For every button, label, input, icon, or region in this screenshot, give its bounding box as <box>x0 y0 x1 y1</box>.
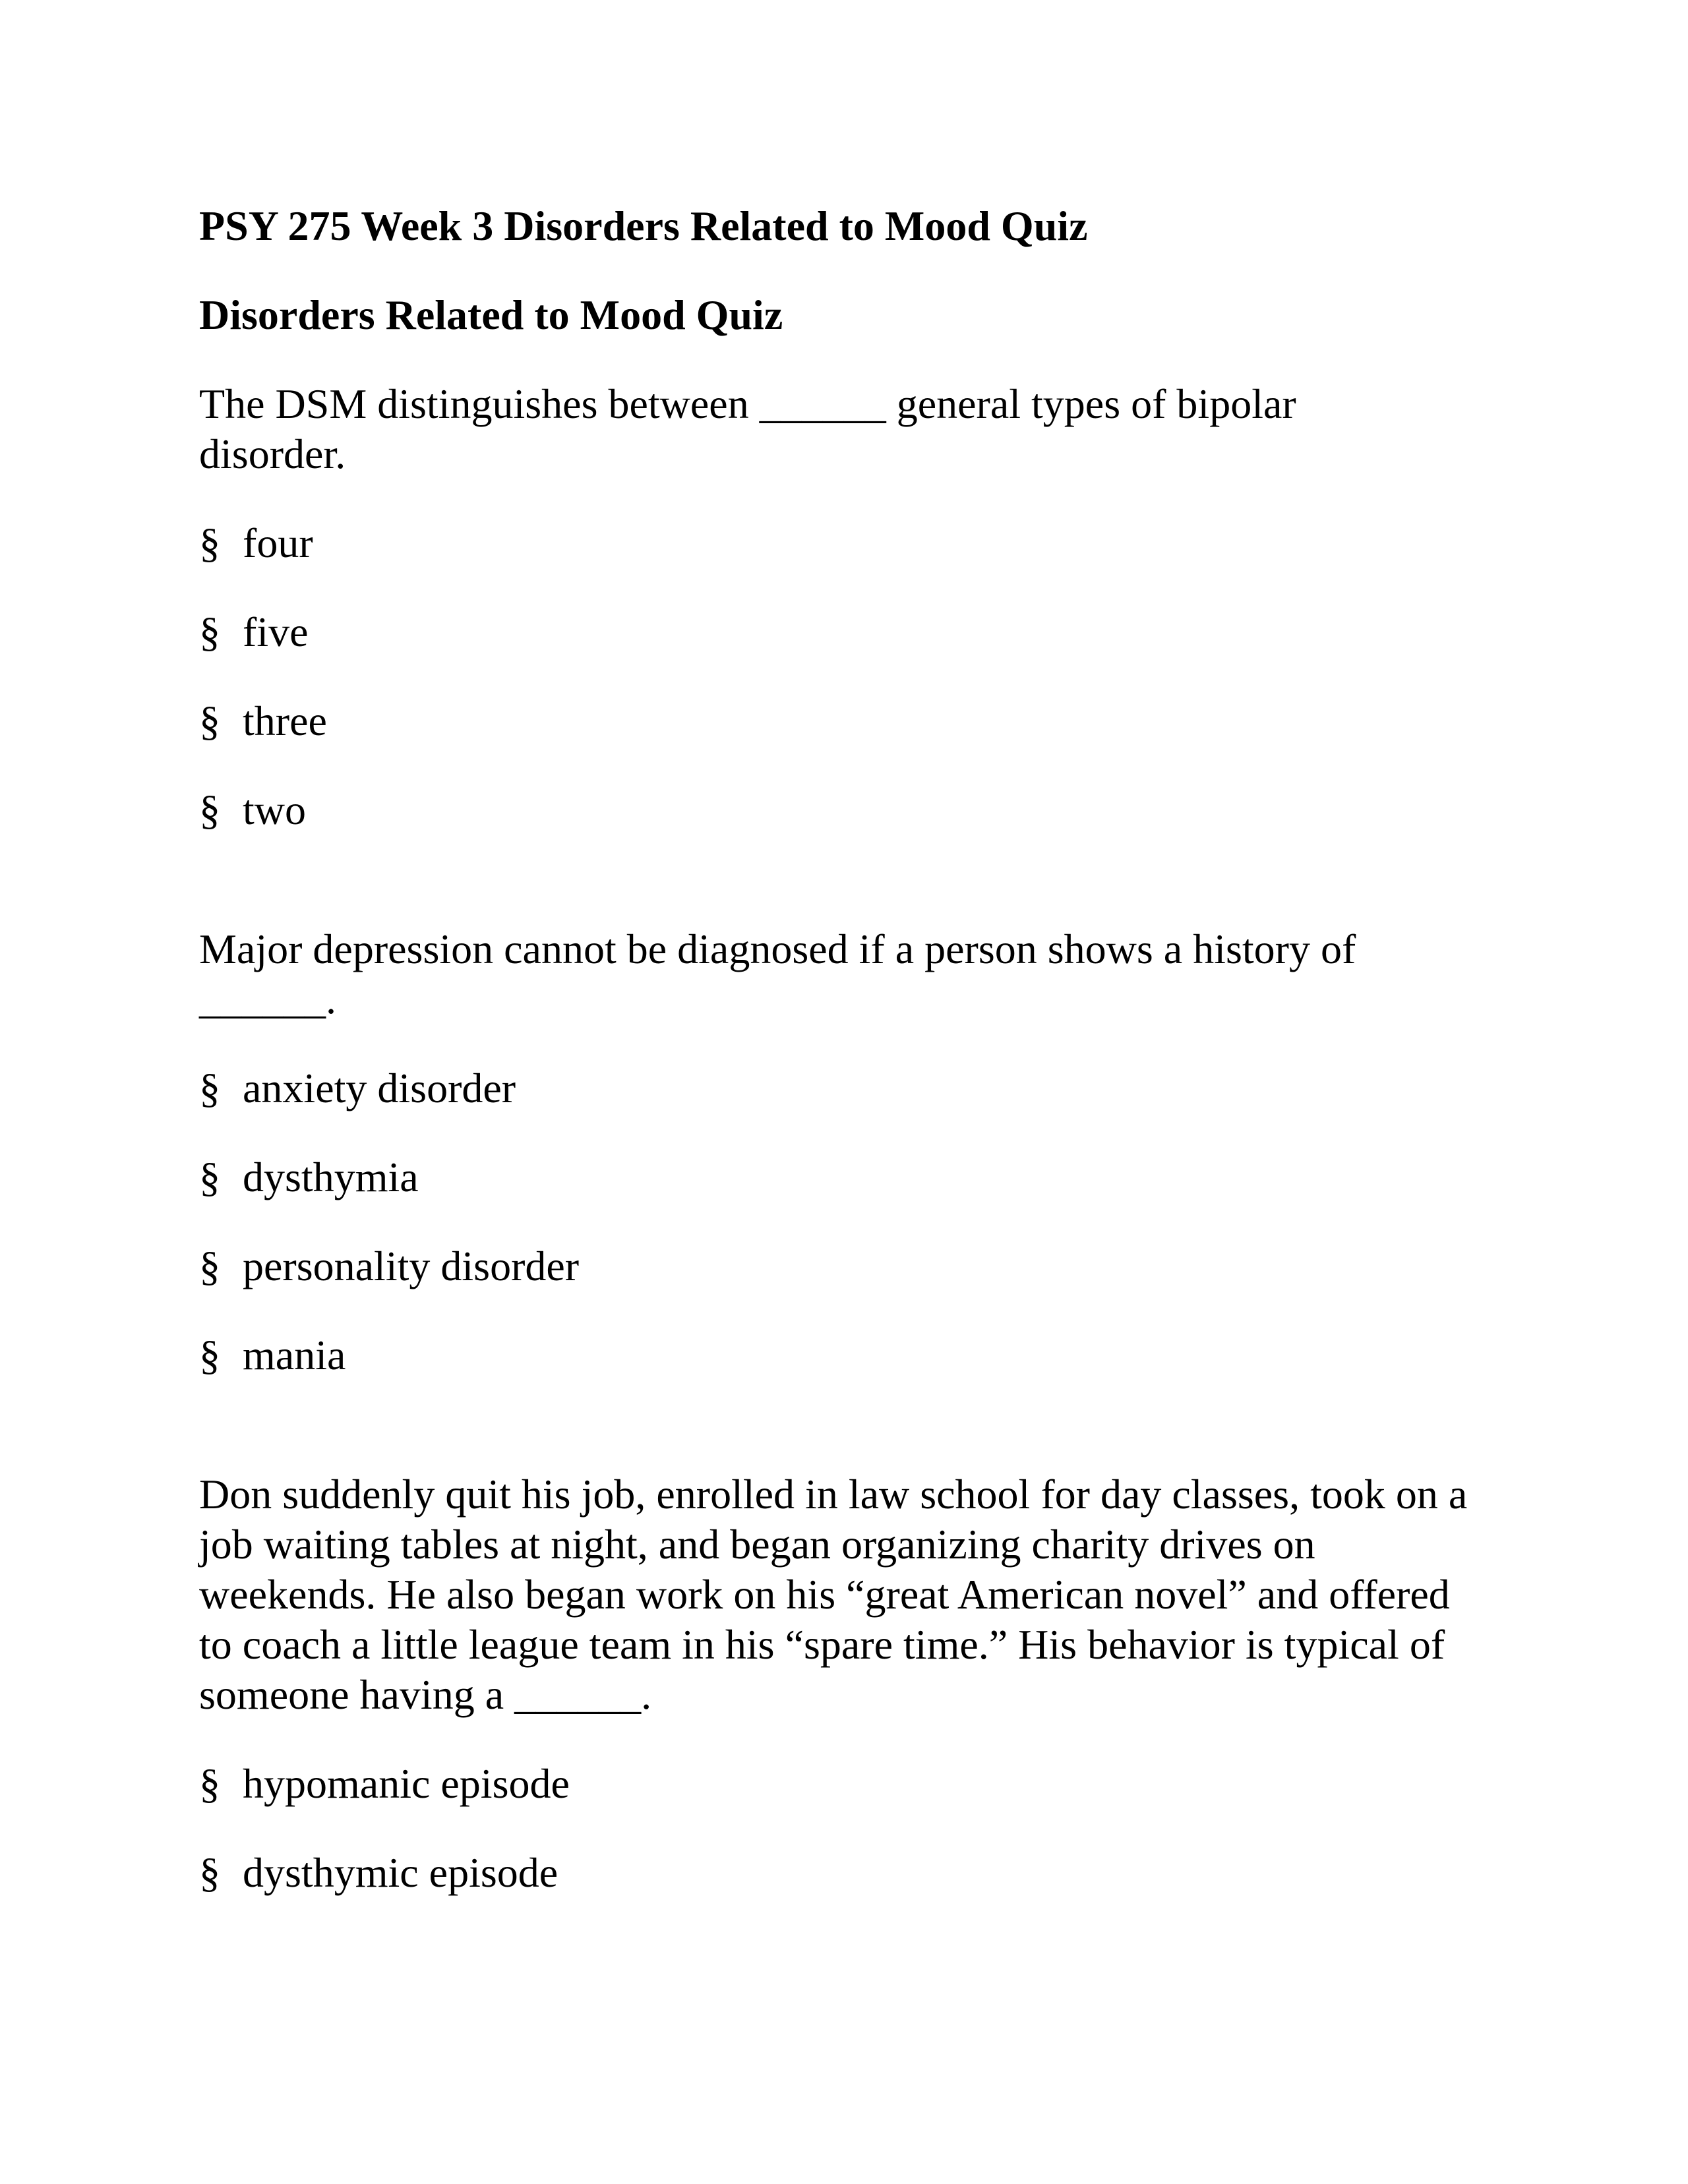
section-sign-bullet: § <box>199 1849 220 1896</box>
section-sign-bullet: § <box>199 1154 220 1200</box>
answer-option-label: hypomanic episode <box>243 1760 570 1807</box>
section-sign-bullet: § <box>199 519 220 566</box>
answer-option[interactable] <box>199 785 1518 835</box>
answer-option[interactable] <box>199 1152 1518 1202</box>
document-content <box>199 201 1518 1898</box>
answer-option[interactable] <box>199 1848 1518 1898</box>
answer-option[interactable] <box>199 1759 1518 1809</box>
answer-option[interactable] <box>199 1330 1518 1380</box>
answer-option[interactable] <box>199 1241 1518 1291</box>
answer-option-label: four <box>243 519 313 566</box>
document-title: PSY 275 Week 3 Disorders Related to Mood Quiz <box>199 202 1088 249</box>
document-subtitle: Disorders Related to Mood Quiz <box>199 291 783 338</box>
answer-option-label: anxiety disorder <box>243 1065 516 1111</box>
section-sign-bullet: § <box>199 697 220 744</box>
answer-option-label: three <box>243 697 327 744</box>
section-sign-bullet: § <box>199 786 220 833</box>
section-sign-bullet: § <box>199 1332 220 1378</box>
question-1-options <box>199 518 1518 835</box>
question-2-options <box>199 1063 1518 1380</box>
answer-option[interactable] <box>199 518 1518 568</box>
question-3-options <box>199 1759 1518 1898</box>
section-sign-bullet: § <box>199 1243 220 1289</box>
section-sign-bullet: § <box>199 1760 220 1807</box>
answer-option-label: two <box>243 786 306 833</box>
answer-option[interactable] <box>199 607 1518 657</box>
question-3-text: Don suddenly quit his job, enrolled in law school for day classes, took on a job waiting tables at night, and began organizing charity drives on weekends. He also began work on his “great American novel” and offered to coach a little league team in his “spare time.” His behavior is typical of someone having a ______. <box>199 1471 1468 1718</box>
answer-option[interactable] <box>199 1063 1518 1113</box>
answer-option-label: dysthymic episode <box>243 1849 558 1896</box>
question-2-text: Major depression cannot be diagnosed if a person shows a history of ______. <box>199 926 1356 1022</box>
section-sign-bullet: § <box>199 608 220 655</box>
answer-option-label: five <box>243 608 309 655</box>
answer-option-label: mania <box>243 1332 346 1378</box>
answer-option-label: dysthymia <box>243 1154 419 1200</box>
answer-option-label: personality disorder <box>243 1243 580 1289</box>
question-1-text: The DSM distinguishes between ______ general types of bipolar disorder. <box>199 380 1296 477</box>
section-sign-bullet: § <box>199 1065 220 1111</box>
answer-option[interactable] <box>199 696 1518 746</box>
